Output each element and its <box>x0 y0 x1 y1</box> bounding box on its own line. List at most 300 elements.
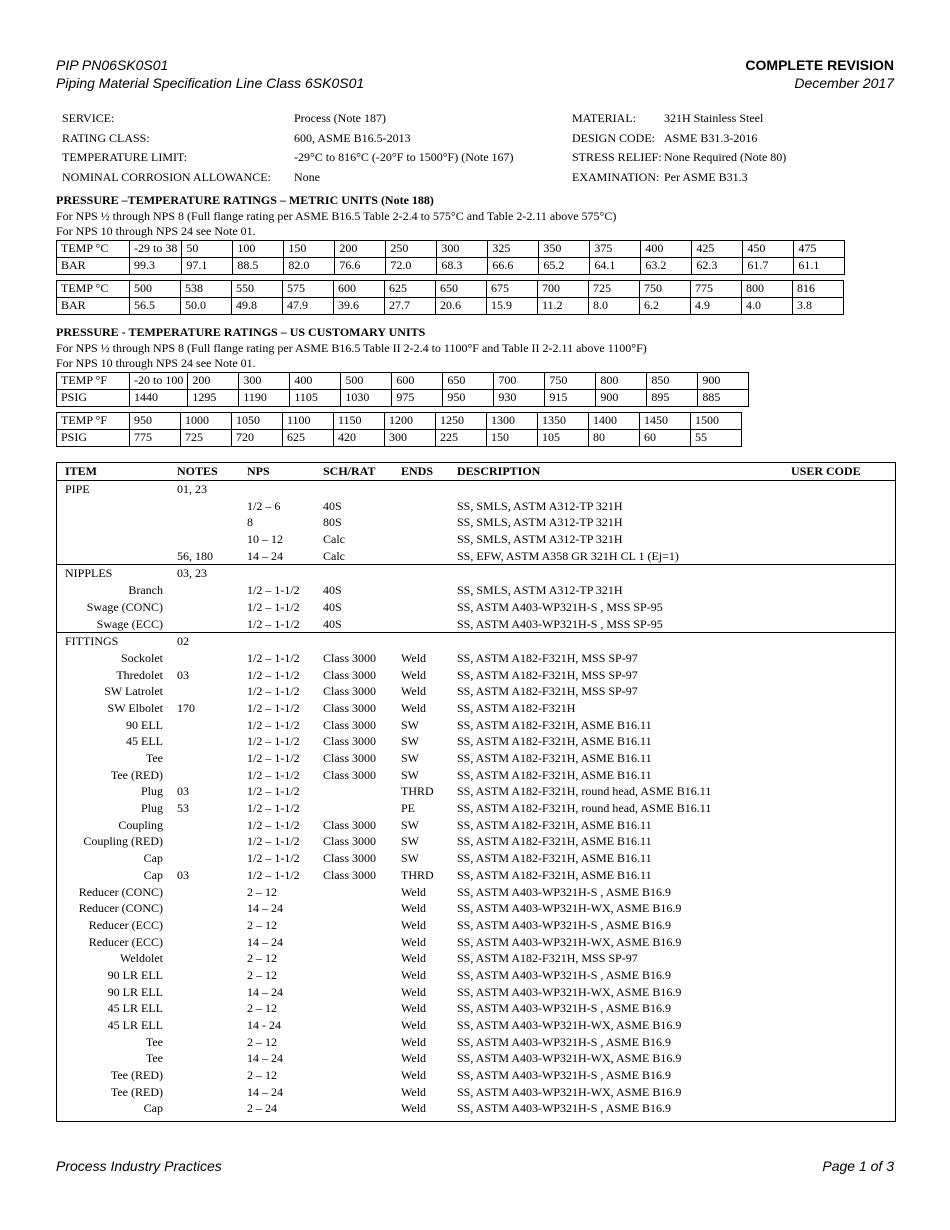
item-name: Coupling (RED) <box>83 834 163 849</box>
item-user-code <box>791 481 895 498</box>
item-user-code <box>791 850 895 867</box>
item-nps: 14 – 24 <box>247 548 283 563</box>
item-description: SS, ASTM A182-F321H, MSS SP-97 <box>457 650 638 665</box>
item-sch-rat: Class 3000 <box>323 834 377 849</box>
info-left-table <box>60 108 516 188</box>
footer-page: Page 1 of 3 <box>822 1158 894 1174</box>
item-ends: Weld <box>401 917 427 932</box>
items-table-box <box>56 462 896 1122</box>
rating-cell: 1440 <box>130 389 188 406</box>
info-label: RATING CLASS: <box>62 130 150 145</box>
rating-cell: 49.8 <box>232 297 283 314</box>
item-notes <box>177 984 247 1001</box>
item-sch-rat <box>323 967 401 984</box>
item-nps: 2 – 12 <box>247 884 277 899</box>
rating-cell: 725 <box>589 280 640 297</box>
item-user-code <box>791 1084 895 1101</box>
rating-cell: 63.2 <box>641 257 692 274</box>
metric-ratings-table-2 <box>56 280 844 315</box>
info-row <box>62 149 514 167</box>
item-name: Reducer (ECC) <box>88 934 163 949</box>
us-note-2: For NPS 10 through NPS 24 see Note 01. <box>56 356 256 370</box>
rating-row <box>57 429 742 446</box>
rating-cell: 3.8 <box>793 297 844 314</box>
item-name: Tee (RED) <box>110 1068 163 1083</box>
rating-cell: 650 <box>436 280 487 297</box>
item-notes <box>177 683 247 700</box>
item-ends: Weld <box>401 1068 427 1083</box>
rating-cell: 350 <box>539 240 590 257</box>
info-label: MATERIAL: <box>572 111 636 125</box>
item-user-code <box>791 967 895 984</box>
item-notes <box>177 1034 247 1051</box>
rating-cell: 425 <box>692 240 743 257</box>
item-name: Weldolet <box>119 951 163 966</box>
item-description: SS, ASTM A182-F321H, ASME B16.11 <box>457 834 652 849</box>
rating-cell: 1300 <box>487 412 538 429</box>
item-notes <box>177 514 247 531</box>
item-notes <box>177 733 247 750</box>
metric-note-1: For NPS ½ through NPS 8 (Full flange rating per ASME B16.5 Table 2-2.4 to 575°C and Table 2-2.11 above 575°C) <box>56 208 617 223</box>
item-ends: SW <box>401 751 419 765</box>
col-notes: NOTES <box>177 463 247 481</box>
item-ends <box>401 565 457 582</box>
item-notes <box>177 1067 247 1084</box>
item-description: SS, ASTM A182-F321H, ASME B16.11 <box>457 734 652 749</box>
items-header-row <box>57 463 895 481</box>
item-notes <box>177 833 247 850</box>
item-user-code <box>791 700 895 717</box>
item-nps: 2 – 12 <box>247 1001 277 1016</box>
item-sch-rat: 40S <box>323 498 342 513</box>
item-nps: 1/2 – 1-1/2 <box>247 767 300 782</box>
item-description: SS, ASTM A403-WP321H-WX, ASME B16.9 <box>457 934 682 949</box>
item-name <box>57 498 177 515</box>
item-description: SS, ASTM A182-F321H, MSS SP-97 <box>457 951 638 966</box>
rating-cell: 675 <box>487 280 538 297</box>
item-row <box>57 650 895 667</box>
rating-row <box>57 389 749 406</box>
rating-cell: 1100 <box>283 412 334 429</box>
document-header-right <box>745 56 894 92</box>
item-nps: 2 – 12 <box>247 1034 277 1049</box>
rating-cell: 250 <box>386 240 437 257</box>
metric-section <box>56 193 845 315</box>
item-nps <box>247 481 323 498</box>
item-description: SS, ASTM A403-WP321H-WX, ASME B16.9 <box>457 1084 682 1099</box>
rating-cell: 225 <box>436 429 487 446</box>
rating-cell: 775 <box>130 429 181 446</box>
rating-cell: 575 <box>283 280 334 297</box>
item-description: SS, ASTM A182-F321H <box>457 700 576 715</box>
item-sch-rat: Class 3000 <box>323 684 377 699</box>
info-right-table <box>570 108 788 188</box>
rating-cell: 55 <box>691 429 742 446</box>
rating-cell: 300 <box>239 372 290 389</box>
item-description: SS, ASTM A403-WP321H-S , ASME B16.9 <box>457 1068 672 1083</box>
rating-cell: 1190 <box>239 389 290 406</box>
item-ends <box>401 616 457 633</box>
item-notes: 02 <box>177 633 247 650</box>
item-ends: Weld <box>401 884 427 899</box>
item-ends: Weld <box>401 984 427 999</box>
item-nps: 1/2 – 1-1/2 <box>247 599 300 614</box>
item-user-code <box>791 867 895 884</box>
item-ends: SW <box>401 851 419 866</box>
item-name: Reducer (CONC) <box>78 884 163 899</box>
item-sch-rat <box>323 1017 401 1034</box>
us-ratings-table-1 <box>56 372 749 407</box>
item-notes <box>177 950 247 967</box>
rating-cell: 6.2 <box>640 297 691 314</box>
item-nps: 1/2 – 1-1/2 <box>247 667 300 682</box>
info-label: SERVICE: <box>62 111 115 125</box>
item-ends: Weld <box>401 1051 427 1066</box>
rating-cell: 950 <box>443 389 494 406</box>
rating-row <box>57 412 742 429</box>
item-description: SS, ASTM A182-F321H, ASME B16.11 <box>457 817 652 832</box>
rating-cell: 900 <box>596 389 647 406</box>
item-nps: 1/2 – 1-1/2 <box>247 817 300 832</box>
item-nps <box>247 565 323 582</box>
rating-cell: 625 <box>283 429 334 446</box>
item-name: Cap <box>143 867 163 882</box>
rating-cell: 900 <box>698 372 749 389</box>
item-description: SS, ASTM A182-F321H, ASME B16.11 <box>457 867 652 882</box>
item-sch-rat: Class 3000 <box>323 751 377 765</box>
rating-cell: 99.3 <box>130 257 182 274</box>
rating-cell: 915 <box>545 389 596 406</box>
item-notes <box>177 1000 247 1017</box>
item-name <box>57 548 177 565</box>
revision-label: COMPLETE REVISION <box>745 57 894 73</box>
item-notes <box>177 967 247 984</box>
item-ends <box>401 531 457 548</box>
item-description: SS, ASTM A403-WP321H-S , MSS SP-95 <box>457 599 663 614</box>
info-row <box>572 169 786 187</box>
item-name: SW Elbolet <box>107 700 163 715</box>
item-sch-rat: 40S <box>323 583 342 598</box>
rating-cell: 550 <box>232 280 283 297</box>
item-notes: 56, 180 <box>177 548 213 563</box>
item-ends: Weld <box>401 684 427 699</box>
item-name: Tee <box>145 751 163 765</box>
rating-row-label: TEMP °F <box>57 372 130 389</box>
rating-row-label: TEMP °C <box>57 280 130 297</box>
item-nps: 14 - 24 <box>247 1018 281 1032</box>
rating-cell: 400 <box>290 372 341 389</box>
item-name: SW Latrolet <box>104 684 163 699</box>
item-nps: 2 – 12 <box>247 917 277 932</box>
rating-cell: 61.1 <box>794 257 845 274</box>
item-ends: THRD <box>401 784 434 799</box>
item-row <box>57 1000 895 1017</box>
info-value: -29°C to 816°C (-20°F to 1500°F) (Note 167) <box>294 150 514 164</box>
item-nps: 14 – 24 <box>247 1051 283 1066</box>
item-notes: 03 <box>177 867 189 882</box>
item-row <box>57 750 895 767</box>
rating-row-label: BAR <box>57 257 130 274</box>
item-sch-rat: Class 3000 <box>323 650 377 665</box>
item-nps: 2 – 12 <box>247 1068 277 1083</box>
item-notes: 03, 23 <box>177 565 247 582</box>
rating-cell: 50.0 <box>181 297 232 314</box>
info-value: 321H Stainless Steel <box>664 111 764 125</box>
item-row <box>57 984 895 1001</box>
item-notes <box>177 917 247 934</box>
item-name: Swage (ECC) <box>96 616 163 631</box>
item-notes: 170 <box>177 700 195 715</box>
item-user-code <box>791 514 895 531</box>
item-sch-rat <box>323 1084 401 1101</box>
item-sch-rat <box>323 800 401 817</box>
item-notes <box>177 582 247 599</box>
item-sch-rat <box>323 884 401 901</box>
info-row <box>62 130 514 148</box>
item-ends <box>401 582 457 599</box>
item-notes <box>177 900 247 917</box>
item-sch-rat: Class 3000 <box>323 867 377 882</box>
item-row <box>57 599 895 616</box>
item-description: SS, ASTM A182-F321H, ASME B16.11 <box>457 751 652 765</box>
rating-row <box>57 297 844 314</box>
item-name: Coupling <box>118 817 163 832</box>
item-sch-rat <box>323 1067 401 1084</box>
rating-cell: 1150 <box>334 412 385 429</box>
footer-org: Process Industry Practices <box>56 1158 222 1174</box>
item-name: Reducer (ECC) <box>88 917 163 932</box>
rating-cell: 950 <box>130 412 181 429</box>
item-description: SS, ASTM A403-WP321H-WX, ASME B16.9 <box>457 901 682 916</box>
item-name: 90 ELL <box>126 717 163 732</box>
col-item: ITEM <box>57 463 177 481</box>
item-name: 45 LR ELL <box>107 1018 163 1032</box>
rating-cell: 150 <box>284 240 335 257</box>
item-description: SS, ASTM A182-F321H, ASME B16.11 <box>457 717 652 732</box>
info-label: DESIGN CODE: <box>572 130 655 145</box>
rating-cell: 62.3 <box>692 257 743 274</box>
col-user-code: USER CODE <box>791 463 895 481</box>
item-user-code <box>791 1067 895 1084</box>
item-user-code <box>791 599 895 616</box>
rating-cell: 76.6 <box>335 257 386 274</box>
item-user-code <box>791 733 895 750</box>
item-name: Sockolet <box>121 650 163 665</box>
item-row <box>57 514 895 531</box>
rating-cell: 50 <box>182 240 233 257</box>
item-user-code <box>791 531 895 548</box>
item-description: SS, ASTM A403-WP321H-S , ASME B16.9 <box>457 1034 672 1049</box>
document-header-left <box>56 56 364 92</box>
rating-cell: 60 <box>640 429 691 446</box>
rating-cell: 1000 <box>181 412 232 429</box>
rating-cell: 1295 <box>188 389 239 406</box>
rating-row <box>57 240 845 257</box>
item-name: Cap <box>143 1101 163 1116</box>
item-description: SS, ASTM A403-WP321H-S , ASME B16.9 <box>457 1001 672 1016</box>
item-ends <box>401 498 457 515</box>
item-row <box>57 1050 895 1067</box>
rating-cell: 1200 <box>385 412 436 429</box>
item-row <box>57 498 895 515</box>
item-name: NIPPLES <box>57 565 177 582</box>
item-sch-rat: Class 3000 <box>323 851 377 866</box>
rating-cell: 930 <box>494 389 545 406</box>
item-ends: SW <box>401 717 419 732</box>
item-description: SS, SMLS, ASTM A312-TP 321H <box>457 498 623 513</box>
us-title: PRESSURE - TEMPERATURE RATINGS – US CUSTOMARY UNITS <box>56 325 426 339</box>
rating-cell: 500 <box>341 372 392 389</box>
item-user-code <box>791 783 895 800</box>
item-user-code <box>791 1050 895 1067</box>
rating-cell: 20.6 <box>436 297 487 314</box>
item-ends: SW <box>401 817 419 832</box>
item-user-code <box>791 884 895 901</box>
item-nps: 14 – 24 <box>247 984 283 999</box>
item-description: SS, ASTM A403-WP321H-WX, ASME B16.9 <box>457 984 682 999</box>
item-nps: 14 – 24 <box>247 1084 283 1099</box>
metric-ratings-table-1 <box>56 240 845 275</box>
item-notes <box>177 650 247 667</box>
item-name: Plug <box>140 801 163 816</box>
item-row <box>57 667 895 684</box>
rating-cell: 47.9 <box>283 297 334 314</box>
info-value: None <box>294 169 320 184</box>
item-ends: Weld <box>401 1101 427 1116</box>
item-description: SS, ASTM A403-WP321H-S , ASME B16.9 <box>457 917 672 932</box>
rating-cell: 300 <box>385 429 436 446</box>
item-name: Branch <box>128 583 163 598</box>
info-value: ASME B31.3-2016 <box>664 130 758 145</box>
item-description: SS, ASTM A403-WP321H-WX, ASME B16.9 <box>457 1018 682 1032</box>
info-row <box>572 110 786 128</box>
item-notes <box>177 884 247 901</box>
item-description <box>457 548 791 565</box>
item-nps: 2 – 12 <box>247 967 277 982</box>
item-user-code <box>791 616 895 633</box>
rating-row-label: PSIG <box>57 429 130 446</box>
item-notes <box>177 817 247 834</box>
item-description: SS, ASTM A403-WP321H-WX, ASME B16.9 <box>457 1051 682 1066</box>
item-user-code <box>791 565 895 582</box>
item-user-code <box>791 498 895 515</box>
item-nps: 10 – 12 <box>247 532 283 547</box>
item-row <box>57 582 895 599</box>
item-user-code <box>791 548 895 565</box>
item-sch-rat: Calc <box>323 548 345 563</box>
item-ends: THRD <box>401 867 434 882</box>
item-notes: 03 <box>177 784 189 799</box>
rating-cell: 800 <box>596 372 647 389</box>
item-ends <box>401 514 457 531</box>
rating-cell: 885 <box>698 389 749 406</box>
item-ends <box>401 599 457 616</box>
item-sch-rat: 80S <box>323 515 342 530</box>
rating-cell: 400 <box>641 240 692 257</box>
item-sch-rat: 40S <box>323 616 342 631</box>
item-ends <box>401 548 457 565</box>
item-row <box>57 884 895 901</box>
item-user-code <box>791 917 895 934</box>
rating-cell: 850 <box>647 372 698 389</box>
rating-cell: 700 <box>494 372 545 389</box>
rating-cell: 420 <box>334 429 385 446</box>
item-row <box>57 800 895 817</box>
rating-cell: 800 <box>742 280 793 297</box>
item-sch-rat: Calc <box>323 532 345 547</box>
col-description: DESCRIPTION <box>457 463 791 481</box>
rating-cell: 1350 <box>538 412 589 429</box>
item-row <box>57 767 895 784</box>
rating-cell: 325 <box>488 240 539 257</box>
us-section <box>56 325 749 447</box>
item-description: SS, ASTM A403-WP321H-S , MSS SP-95 <box>457 616 663 631</box>
item-user-code <box>791 767 895 784</box>
item-name: Cap <box>143 851 163 866</box>
item-sch-rat: Class 3000 <box>323 667 377 682</box>
item-ends <box>401 633 457 650</box>
rating-cell: 1450 <box>640 412 691 429</box>
rating-cell: -29 to 38 <box>130 240 182 257</box>
item-name: Plug <box>140 784 163 799</box>
item-nps: 14 – 24 <box>247 901 283 916</box>
rating-cell: 150 <box>487 429 538 446</box>
rating-cell: 88.5 <box>233 257 284 274</box>
info-row <box>572 149 786 167</box>
item-nps: 1/2 – 1-1/2 <box>247 684 300 699</box>
info-value: 600, ASME B16.5-2013 <box>294 130 411 145</box>
rating-cell: 650 <box>443 372 494 389</box>
item-ends <box>401 481 457 498</box>
item-notes <box>177 750 247 767</box>
item-ends: Weld <box>401 1001 427 1016</box>
item-notes <box>177 616 247 633</box>
rating-cell: 4.9 <box>691 297 742 314</box>
item-name: 45 LR ELL <box>107 1001 163 1016</box>
item-group-row <box>57 481 895 498</box>
item-sch-rat <box>323 1050 401 1067</box>
rating-cell: 97.1 <box>182 257 233 274</box>
item-row <box>57 817 895 834</box>
item-name: 90 LR ELL <box>107 984 163 999</box>
item-row <box>57 934 895 951</box>
item-nps: 1/2 – 6 <box>247 498 281 513</box>
rating-cell: 61.7 <box>743 257 794 274</box>
item-notes <box>177 1100 247 1117</box>
rating-cell: 375 <box>590 240 641 257</box>
item-user-code <box>791 683 895 700</box>
rating-cell: 105 <box>538 429 589 446</box>
item-name: Tee <box>145 1034 163 1049</box>
item-row <box>57 850 895 867</box>
item-row <box>57 700 895 717</box>
item-ends: Weld <box>401 901 427 916</box>
item-description: SS, ASTM A182-F321H, ASME B16.11 <box>457 767 652 782</box>
item-name: Thredolet <box>116 667 163 682</box>
rating-row <box>57 372 749 389</box>
item-user-code <box>791 717 895 734</box>
rating-cell: 700 <box>538 280 589 297</box>
item-name: FITTINGS <box>57 633 177 650</box>
item-ends: Weld <box>401 700 427 715</box>
rating-cell: 1105 <box>290 389 341 406</box>
rating-cell: 200 <box>188 372 239 389</box>
item-ends: Weld <box>401 650 427 665</box>
item-user-code <box>791 984 895 1001</box>
item-nps: 8 <box>247 515 253 530</box>
rating-cell: 538 <box>181 280 232 297</box>
rating-cell: 625 <box>385 280 436 297</box>
